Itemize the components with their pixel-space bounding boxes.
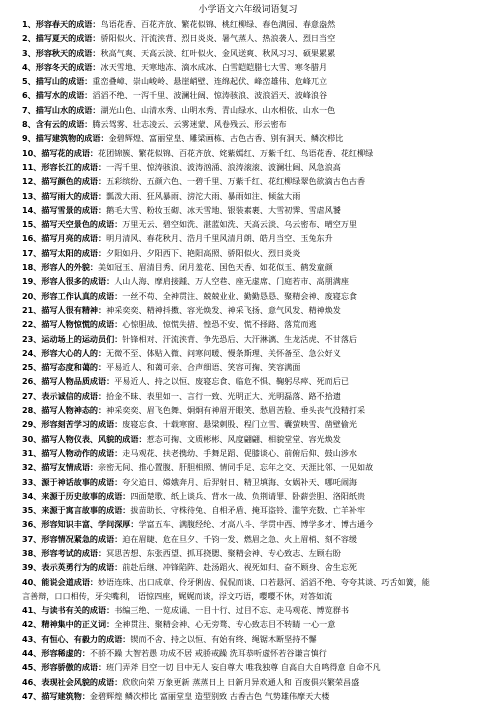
category-heading: 36、形容知识丰富、学问深厚： bbox=[22, 519, 139, 530]
idiom-line bbox=[22, 517, 484, 531]
idiom-items: 欣欣向荣 万象更新 蒸蒸日上 日新月异欢通人和 百废俱兴繁荣昌盛 bbox=[122, 676, 360, 687]
category-heading: 10、描写花的成语： bbox=[22, 147, 99, 158]
idiom-items: 平易近人、和蔼可亲、合声细语、笑容可掬、笑容满面 bbox=[106, 362, 301, 373]
idiom-line bbox=[22, 475, 484, 489]
category-heading: 39、表示英勇行为的成语： bbox=[22, 562, 123, 573]
idiom-line bbox=[22, 74, 484, 88]
category-heading: 44、形容稀虚的： bbox=[22, 648, 90, 659]
idiom-items: 班门弄斧 目空一切 目中无人 妄自尊大 唯我独尊 自高自大自鸣得意 自命不凡 bbox=[106, 662, 381, 673]
category-heading: 28、描写人物神态的： bbox=[22, 405, 107, 416]
idiom-line bbox=[22, 546, 484, 560]
idiom-items: 鸟语花香、百花齐放、繁花似锦、桃红柳绿、春色满园、春意盎然 bbox=[100, 19, 336, 29]
idiom-line bbox=[22, 417, 484, 431]
idiom-items: 拾金不昧、表里如一、言行一致、光明正大、光明磊落、路不拾遗 bbox=[106, 390, 341, 401]
category-heading: 27、表示诚信的成语： bbox=[22, 390, 107, 401]
category-heading: 32、描写友情成语： bbox=[22, 462, 99, 473]
category-heading: 22、描写人物惊慌的成语： bbox=[22, 319, 123, 330]
idiom-line bbox=[22, 146, 484, 160]
idiom-items: 湖光山色、山清水秀、山明水秀、青山绿水、山水相依、山水一色 bbox=[100, 104, 336, 115]
category-heading: 8、含有云的成语： bbox=[22, 119, 93, 130]
category-heading: 11、形容长江的成语： bbox=[22, 161, 107, 172]
idiom-items: 冥思苦想、东张西望、抓耳挠腮、聚精会神、专心致志、左顾右盼 bbox=[106, 547, 341, 558]
category-heading: 9、描写建筑物的成语： bbox=[22, 133, 109, 144]
category-heading: 6、描写水的成语： bbox=[22, 90, 93, 101]
idiom-items: 明月清风、春花秋月、浩月千里风清月朗、皓月当空、玉兔东升 bbox=[106, 233, 333, 244]
category-heading: 25、描写态度和蔼的： bbox=[22, 362, 107, 373]
idiom-line bbox=[22, 489, 484, 503]
idiom-line bbox=[22, 346, 484, 360]
idiom-line bbox=[22, 189, 484, 203]
idiom-items: 废寝忘食、十载寒窗、悬梁刺股、程门立雪、囊萤映雪、凿壁偷光 bbox=[122, 419, 358, 430]
idiom-items: 走马观花、扶老携幼、手舞足蹈、促膝谈心、前俯后仰、鼓山涉水 bbox=[122, 447, 358, 458]
idiom-items: 夕阳如丹、夕阳西下、艳阳高照、骄阳似火、烈日炎炎 bbox=[106, 247, 301, 258]
category-heading: 35、来源于寓言故事的成语： bbox=[22, 505, 131, 516]
idiom-items: 冰天雪地、天寒地冻、滴水成冰、白雪皑皑腊七大雪、寒冬腊月 bbox=[100, 61, 328, 72]
idiom-line bbox=[22, 646, 484, 660]
idiom-line bbox=[22, 217, 484, 231]
idiom-line bbox=[22, 103, 484, 117]
category-heading: 19、形容人很多的成语： bbox=[22, 276, 115, 287]
idiom-items: 全神贯注、聚精会神、心无旁骛、专心致志目不转睛 一心一意 bbox=[114, 619, 336, 630]
idiom-items: 不骄不躁 大智若愚 功成不居 戒骄戒躁 洗耳恭听虚怀若谷谦言慎行 bbox=[89, 648, 327, 659]
idiom-line bbox=[22, 560, 484, 574]
category-heading: 21、描写人很有精神： bbox=[22, 304, 107, 315]
idiom-items: 五彩缤纷、五颜六色、一碧千里、万紫千红、花红柳绿翠色欲滴古色古香 bbox=[106, 176, 366, 187]
idiom-line bbox=[22, 532, 484, 546]
idiom-line bbox=[22, 389, 484, 403]
category-heading: 34、来源于历史故事的成语： bbox=[22, 490, 131, 501]
category-heading: 2、描写夏天的成语： bbox=[22, 33, 101, 44]
idiom-items: 言善辩，口口相传，牙尖嘴利， 语惊四座，娓娓而谈，浮文巧语，嘤嘤不休，对答如流 bbox=[22, 590, 333, 601]
category-heading: 38、形容考试的成语： bbox=[22, 547, 107, 558]
idiom-items: 夸父追日、嫦娥奔月、后羿射日、精卫填海、女娲补天、哪吒闹海 bbox=[122, 476, 358, 487]
idiom-line bbox=[22, 274, 484, 288]
category-heading: 47、描写建筑物： bbox=[22, 690, 90, 701]
category-heading: 4、形容冬天的成语： bbox=[22, 61, 101, 72]
idiom-items: 迫在眉睫、危在旦夕、千钧一发、燃眉之急、火上眉梢、刻不容缓 bbox=[122, 533, 358, 544]
category-heading: 30、描写人物仪表、风貌的成语： bbox=[22, 433, 147, 444]
idiom-line bbox=[22, 360, 484, 374]
idiom-line bbox=[22, 589, 484, 603]
idiom-line bbox=[22, 203, 484, 217]
category-heading: 42、精神集中的正义词： bbox=[22, 619, 115, 630]
idiom-line bbox=[22, 446, 484, 460]
idiom-line bbox=[22, 374, 484, 388]
category-heading: 3、形容秋天的成语： bbox=[22, 47, 101, 58]
page-title: 小学语文六年级词语复习 bbox=[198, 5, 298, 15]
idiom-items: 神采奕奕、眉飞色舞、炯炯有神眉开眼笑、愁眉苦脸、垂头丧气没精打采 bbox=[106, 405, 366, 416]
idiom-items: 学富五车、满腹经纶、才高八斗、学贯中西、博学多才、博古通今 bbox=[138, 519, 374, 530]
idiom-items: 瓢泼大雨、狂风暴雨、滂沱大雨、暴雨如注、倾盆大雨 bbox=[106, 190, 301, 201]
idiom-line bbox=[22, 303, 484, 317]
idiom-items: 滔滔不绝、一泻千里、波澜壮阔、惊涛骇浪、波浪滔天、波峰浪谷 bbox=[92, 90, 328, 101]
idiom-items: 平易近人、持之以恒、废寝忘食、临危不惧、鞠躬尽瘁、死而后已 bbox=[114, 376, 349, 387]
category-heading: 31、描写人物动作的成语： bbox=[22, 447, 123, 458]
category-heading: 23、运动场上的运动员们： bbox=[22, 333, 123, 344]
category-heading: 12、描写颜色的成语： bbox=[22, 176, 107, 187]
idiom-items: 妙语连珠、出口成章、伶牙俐齿、侃侃而谈、口若悬河、滔滔不绝、夸夸其谈、巧舌如簧，能 bbox=[98, 576, 430, 587]
idiom-line bbox=[22, 160, 484, 174]
idiom-line bbox=[22, 575, 484, 589]
idiom-line bbox=[22, 246, 484, 260]
idiom-line bbox=[22, 88, 484, 102]
category-heading: 46、表现社会风貌的成语： bbox=[22, 676, 123, 687]
idiom-line bbox=[22, 503, 484, 517]
idiom-items: 万里无云、碧空如洗、湛蓝如洗、天高云淡、乌云密布、晴空万里 bbox=[122, 219, 358, 230]
idiom-items: 骄阳似火、汗流浃背、烈日炎炎、暑气蒸人、热浪袭人、烈日当空 bbox=[100, 33, 336, 44]
idiom-line bbox=[22, 46, 484, 60]
category-heading: 13、描写雨大的成语： bbox=[22, 190, 107, 201]
idiom-line bbox=[22, 332, 484, 346]
idiom-line bbox=[22, 603, 484, 617]
category-heading: 37、形容情况紧急的成语： bbox=[22, 533, 123, 544]
idiom-line bbox=[22, 17, 484, 31]
idiom-line bbox=[22, 432, 484, 446]
category-heading: 5、描写山的成语： bbox=[22, 76, 93, 87]
idiom-items: 鹅毛大雪、粉妆玉砌、冰天雪地、银装素裹、大雪初霁、雪虐风饕 bbox=[106, 204, 341, 215]
category-heading: 17、描写太阳的成语： bbox=[22, 247, 107, 258]
idiom-items: 无微不至、体贴入微、问寒问暖、慢条斯理、关怀备至、急公好义 bbox=[106, 347, 341, 358]
idiom-line bbox=[22, 689, 484, 703]
idiom-items: 针锋相对、汗流浃背、争先恐后、大汗淋漓、生龙活虎、不甘落后 bbox=[122, 333, 358, 344]
category-heading: 1、形容春天的成语： bbox=[22, 19, 101, 29]
category-heading: 26、描写人物品质成语： bbox=[22, 376, 115, 387]
idiom-line bbox=[22, 231, 484, 245]
idiom-items: 亲密无间、推心置腹、肝胆相照、情同手足、忘年之交、天涯比邻、一见如故 bbox=[98, 462, 374, 473]
idiom-items: 心惊胆战、惊慌失措、惶恐不安、慌不择路、落荒而逃 bbox=[122, 319, 317, 330]
idiom-items: 花团锦簇、繁花似锦、百花齐放、姹紫嫣红、万紫千红、鸟语花香、花红柳绿 bbox=[98, 147, 374, 158]
idiom-items: 美如冠玉、眉清目秀、闭月羞花、国色天香、如花似玉、鹤发童颜 bbox=[98, 262, 333, 273]
idiom-list bbox=[22, 17, 484, 703]
idiom-line bbox=[22, 31, 484, 45]
category-heading: 20、形容工作认真的成语： bbox=[22, 290, 123, 301]
idiom-line bbox=[22, 131, 484, 145]
idiom-items: 锲而不舍、持之以恒、有始有终、绳锯木断坚持不懈 bbox=[130, 633, 317, 644]
idiom-line bbox=[22, 289, 484, 303]
idiom-items: 四面楚歌、纸上谈兵、背水一战、负荆请罪、卧薪尝胆、洛阳纸贵 bbox=[130, 490, 366, 501]
idiom-items: 秋高气爽、天高云淡、红叶似火、金风送爽、秋风习习、硕果累累 bbox=[100, 47, 336, 58]
idiom-items: 一丝不苟、全神贯注、兢兢业业、勤勤恳恳、聚精会神、废寝忘食 bbox=[122, 290, 358, 301]
idiom-line bbox=[22, 617, 484, 631]
idiom-line bbox=[22, 632, 484, 646]
category-heading: 15、描写天空景色的成语： bbox=[22, 219, 123, 230]
category-heading: 33、源于神话故事的成语： bbox=[22, 476, 123, 487]
category-heading: 16、描写月亮的成语： bbox=[22, 233, 107, 244]
idiom-line bbox=[22, 403, 484, 417]
category-heading: 14、描写雪景的成语： bbox=[22, 204, 107, 215]
idiom-items: 重峦叠嶂、崇山峻岭、悬崖峭壁、连绵起伏、峰峦雄伟、危峰兀立 bbox=[92, 76, 328, 87]
category-heading: 7、描写山水的成语： bbox=[22, 104, 101, 115]
category-heading: 45、形容骄傲的成语： bbox=[22, 662, 107, 673]
idiom-items: 惹态可掬、文质彬彬、风度翩翩、相貌堂堂、容光焕发 bbox=[146, 433, 341, 444]
idiom-line bbox=[22, 660, 484, 674]
category-heading: 41、与读书有关的成语： bbox=[22, 605, 115, 616]
category-heading: 24、形容大心的人的： bbox=[22, 347, 107, 358]
category-heading: 40、能说会道成语： bbox=[22, 576, 99, 587]
idiom-line bbox=[22, 460, 484, 474]
idiom-items: 神采奕奕、精神抖擞、容光焕发、神采飞扬、意气风发、精神焕发 bbox=[106, 304, 341, 315]
category-heading: 18、形容人的外貌： bbox=[22, 262, 99, 273]
idiom-line bbox=[22, 117, 484, 131]
idiom-items: 腾云驾雾、壮志凌云、云雾迷蒙、风卷残云、形云密布 bbox=[92, 119, 287, 130]
idiom-items: 书编三绝、一览成诵、一目十行、过目不忘、走马观花、博览群书 bbox=[114, 605, 349, 616]
idiom-items: 前赴后继、冲锋陷阵、赴汤蹈火、视死如归、奋不顾身、舍生忘死 bbox=[122, 562, 358, 573]
idiom-line bbox=[22, 675, 484, 689]
category-heading: 29、形容刻苦学习的成语： bbox=[22, 419, 123, 430]
idiom-items: 拔苗助长、守株待兔、自相矛盾、掩耳盗铃、滥竽充数、亡羊补牢 bbox=[130, 505, 366, 516]
category-heading: 43、有恒心、有毅力的成语： bbox=[22, 633, 131, 644]
idiom-items: 金碧辉煌、富丽堂皇、雕梁画栋、古色古香、别有洞天、鳞次栉比 bbox=[108, 133, 344, 144]
idiom-line bbox=[22, 60, 484, 74]
idiom-line bbox=[22, 174, 484, 188]
idiom-items: 一泻千里、惊涛骇浪、波涛汹涌、浪涛滚滚、波澜壮阔、风急浪高 bbox=[106, 161, 341, 172]
idiom-items: 金碧辉煌 鳞次栉比 富丽堂皇 造型别致 古香古色 气势雄伟摩天大楼 bbox=[89, 690, 330, 701]
idiom-items: 人山人海、摩肩接踵、万人空巷、座无虚席、门庭若市、高朋满座 bbox=[114, 276, 349, 287]
idiom-line bbox=[22, 317, 484, 331]
idiom-line bbox=[22, 260, 484, 274]
